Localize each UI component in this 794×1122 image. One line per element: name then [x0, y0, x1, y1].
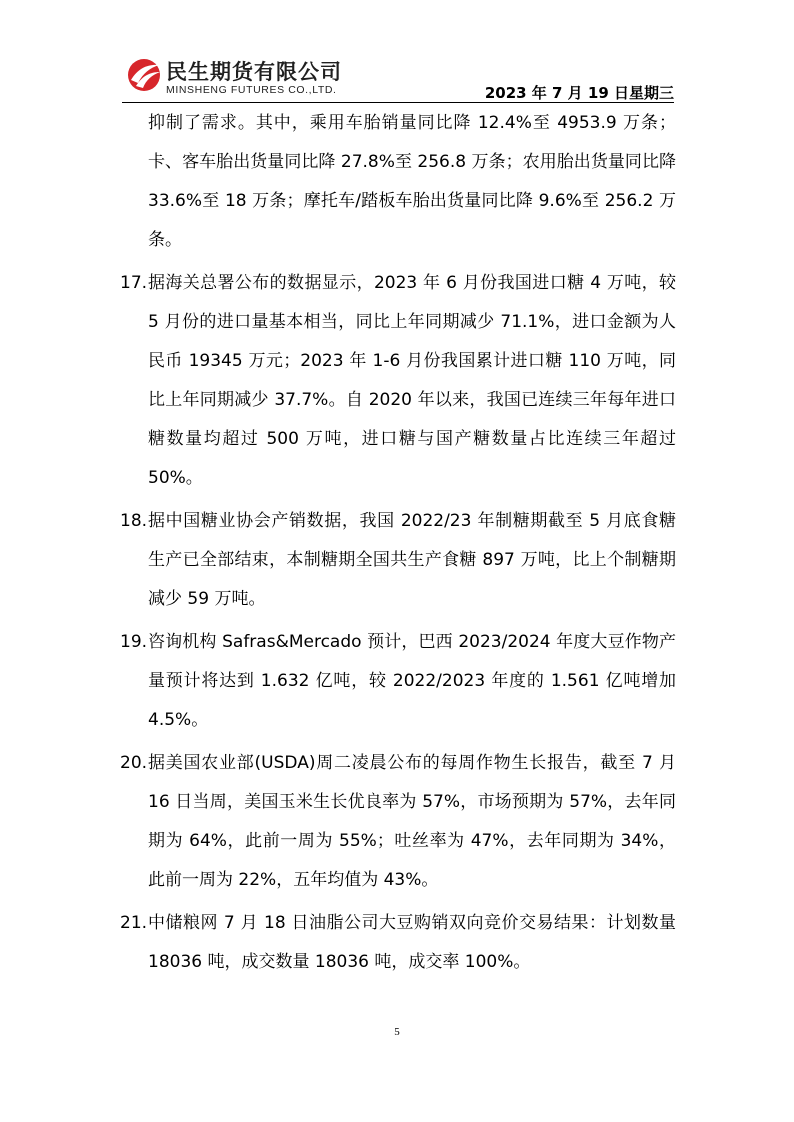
continuation-paragraph: 抑制了需求。其中，乘用车胎销量同比降 12.4%至 4953.9 万条；卡、客车胎出货量同比降 27.8%至 256.8 万条；农用胎出货量同比降 33.6%至 18 万条；摩托车/踏板车胎出货量同比降 9.6%至 256.2 万条。 [148, 113, 676, 250]
item-number: 19. [120, 632, 148, 652]
list-item [120, 623, 676, 740]
document-body [120, 104, 676, 982]
list-item [120, 904, 676, 982]
item-text: 据美国农业部(USDA)周二凌晨公布的每周作物生长报告，截至 7 月 16 日当周，美国玉米生长优良率为 57%，市场预期为 57%，去年同期为 64%，此前一周为 55%；吐丝率为 47%，去年同期为 34%，此前一周为 22%，五年均值为 43%。 [148, 753, 676, 890]
item-number: 17. [120, 273, 148, 293]
header-divider [122, 102, 674, 103]
item-text: 据中国糖业协会产销数据，我国 2022/23 年制糖期截至 5 月底食糖生产已全部结束，本制糖期全国共生产食糖 897 万吨，比上个制糖期减少 59 万吨。 [148, 511, 676, 609]
company-logo [122, 54, 362, 100]
minsheng-logo-icon [126, 56, 162, 94]
logo-company-name-cn: 民生期货有限公司 [166, 60, 342, 84]
item-text: 咨询机构 Safras&Mercado 预计，巴西 2023/2024 年度大豆作物产量预计将达到 1.632 亿吨，较 2022/2023 年度的 1.561 亿吨增加 4.5%。 [148, 632, 676, 730]
item-text: 据海关总署公布的数据显示，2023 年 6 月份我国进口糖 4 万吨，较 5 月份的进口量基本相当，同比上年同期减少 71.1%，进口金额为人民币 19345 万元；2023 年 1-6 月份我国累计进口糖 110 万吨，同比上年同期减少 37.7%。自 2020 年以来，我国已连续三年每年进口糖数量均超过 500 万吨，进口糖与国产糖数量占比连续三年超过 50%。 [148, 273, 676, 488]
item-number: 18. [120, 511, 148, 531]
list-item [120, 744, 676, 900]
list-item [120, 264, 676, 498]
page-header [122, 54, 674, 104]
header-date: 2023 年 7 月 19 日星期三 [484, 84, 674, 102]
page-number: 5 [394, 1026, 400, 1038]
item-number: 21. [120, 913, 148, 933]
item-number: 20. [120, 753, 148, 773]
list-item [120, 502, 676, 619]
logo-company-name-en: MINSHENG FUTURES CO.,LTD. [166, 84, 337, 96]
item-text: 中储粮网 7 月 18 日油脂公司大豆购销双向竞价交易结果：计划数量 18036 吨，成交数量 18036 吨，成交率 100%。 [148, 913, 676, 972]
